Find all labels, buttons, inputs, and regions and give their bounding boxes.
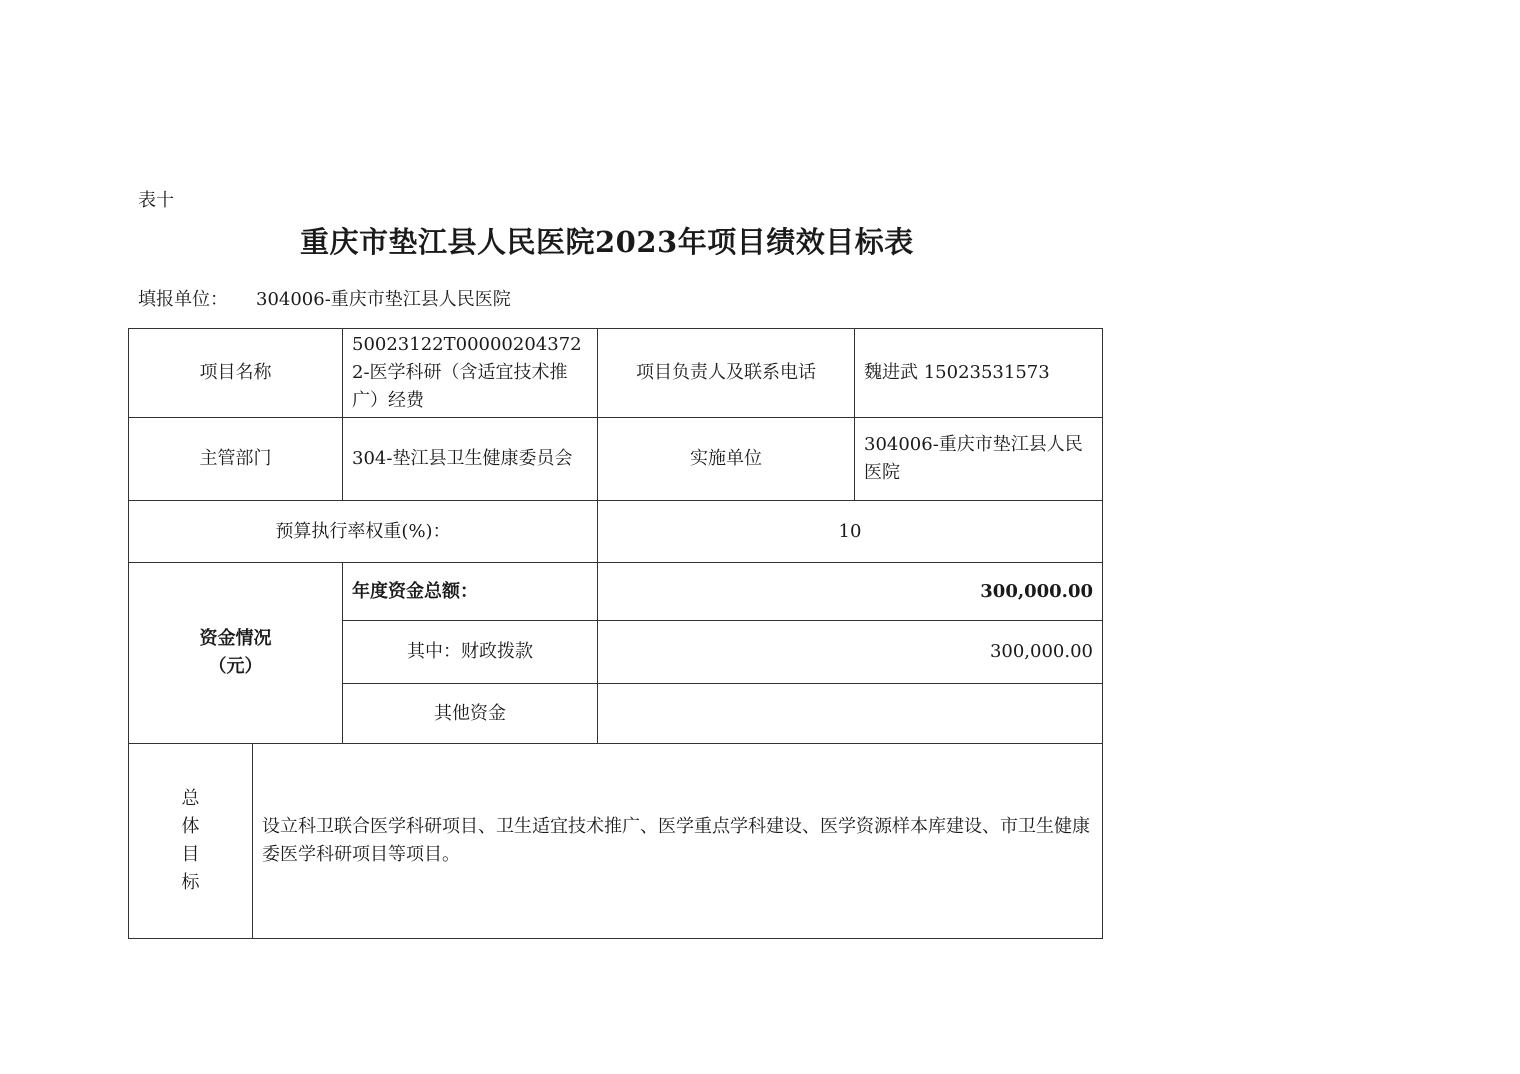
department-label: 主管部门 — [129, 418, 343, 501]
table-row — [129, 744, 1103, 939]
document-title: 重庆市垫江县人民医院2023年项目绩效目标表 — [300, 225, 914, 259]
overall-goal-label-cell — [129, 744, 253, 939]
funding-label-line2: （元） — [208, 656, 263, 677]
reporting-unit-label: 填报单位： — [138, 289, 228, 310]
table-row — [129, 563, 1103, 621]
table-number: 表十 — [138, 190, 174, 211]
annual-total-value: 300,000.00 — [598, 563, 1103, 621]
other-funds-label: 其他资金 — [343, 684, 598, 744]
fiscal-allocation-value: 300,000.00 — [598, 621, 1103, 684]
other-funds-value — [598, 684, 1103, 744]
table-row — [129, 418, 1103, 501]
department-value: 304-垫江县卫生健康委员会 — [343, 418, 598, 501]
annual-total-label: 年度资金总额： — [343, 563, 598, 621]
performance-target-table — [128, 328, 1103, 939]
table-row — [129, 501, 1103, 563]
reporting-unit-value: 304006-重庆市垫江县人民医院 — [256, 289, 511, 310]
table-row — [129, 329, 1103, 418]
implementing-unit-value: 304006-重庆市垫江县人民医院 — [855, 418, 1103, 501]
budget-weight-value: 10 — [598, 501, 1103, 563]
funding-label — [129, 563, 343, 744]
funding-label-line1: 资金情况 — [199, 628, 272, 649]
implementing-unit-label: 实施单位 — [598, 418, 855, 501]
reporting-unit — [138, 287, 511, 313]
budget-weight-label: 预算执行率权重(%)： — [129, 501, 598, 563]
project-name-value: 50023122T000002043722-医学科研（含适宜技术推广）经费 — [343, 329, 598, 418]
project-lead-value: 魏进武 15023531573 — [855, 329, 1103, 418]
project-lead-label: 项目负责人及联系电话 — [598, 329, 855, 418]
overall-goal-label: 总体目标 — [181, 788, 200, 893]
overall-goal-text: 设立科卫联合医学科研项目、卫生适宜技术推广、医学重点学科建设、医学资源样本库建设、市卫生健康委医学科研项目等项目。 — [253, 744, 1103, 939]
fiscal-allocation-label: 其中：财政拨款 — [343, 621, 598, 684]
project-name-label: 项目名称 — [129, 329, 343, 418]
